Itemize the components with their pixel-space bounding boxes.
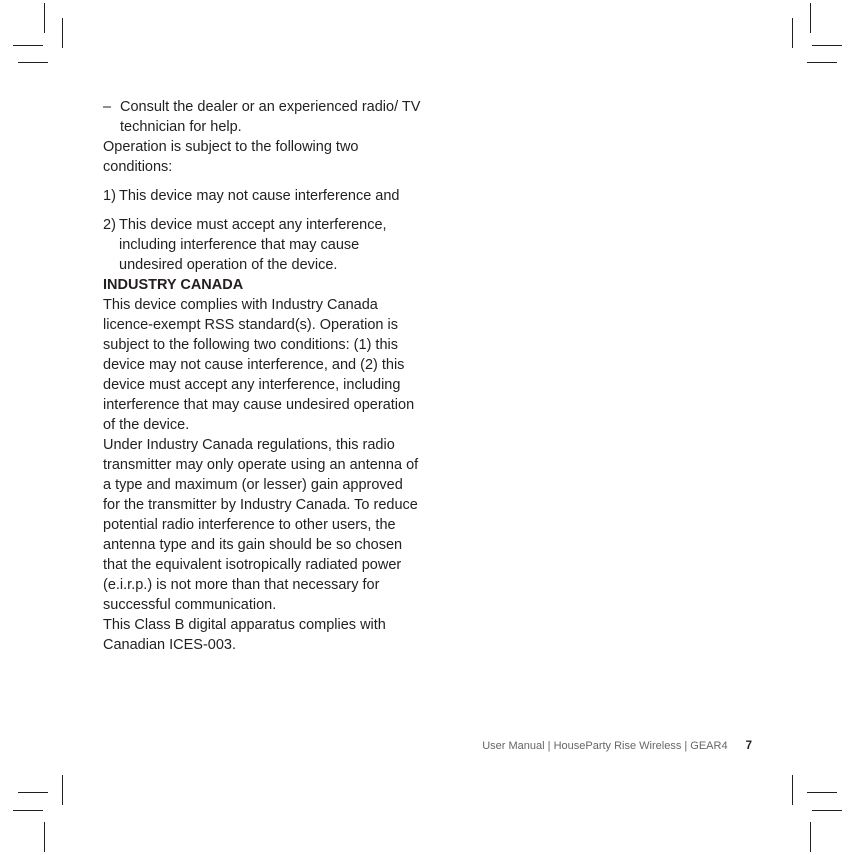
crop-mark [812,45,842,46]
crop-mark [810,3,811,33]
condition-number: 2) [103,217,116,233]
crop-mark [18,62,48,63]
crop-mark [792,775,793,805]
page-number: 7 [745,740,752,752]
crop-mark [13,45,43,46]
condition-text: This device may not cause interference and [119,188,400,204]
crop-mark [62,18,63,48]
operation-intro: Operation is subject to the following two conditions: [103,139,359,175]
section-heading: INDUSTRY CANADA [103,277,244,293]
crop-mark [44,822,45,852]
crop-mark [18,792,48,793]
dash-marker: – [103,99,112,115]
crop-mark [792,18,793,48]
crop-mark [62,775,63,805]
page-footer [480,740,752,752]
paragraph: Under Industry Canada regulations, this radio transmitter may only operate using an antenna of a type and maximum (or lesser) gain approved for the transmitter by Industry Canada. To reduce potential radio interference to other users, the antenna type and its gain should be so chosen that the equivalent isotropically radiated power (e.i.r.p.) is not more than that necessary for successful communication. [103,437,419,613]
bullet-text: Consult the dealer or an experienced radio/ TV technician for help. [120,99,421,135]
crop-mark [44,3,45,33]
condition-text: This device must accept any interference, including interference that may cause undesired operation of the device. [119,217,387,273]
crop-mark [810,822,811,852]
paragraph: This Class B digital apparatus complies with Canadian ICES-003. [103,617,386,653]
condition-number: 1) [103,188,116,204]
condition-item [103,215,423,275]
crop-mark [807,792,837,793]
crop-mark [812,810,842,811]
bullet-item [103,97,423,137]
crop-mark [13,810,43,811]
paragraph: This device complies with Industry Canada licence-exempt RSS standard(s). Operation is subject to the following two conditions: (1) this device may not cause interference, and (2) this device must accept any interference, including interference that may cause undesired operation of the device. [103,297,415,433]
crop-mark [807,62,837,63]
manual-body [103,97,423,655]
running-title: User Manual | HouseParty Rise Wireless | GEAR4 [482,740,728,752]
condition-item [103,186,423,206]
